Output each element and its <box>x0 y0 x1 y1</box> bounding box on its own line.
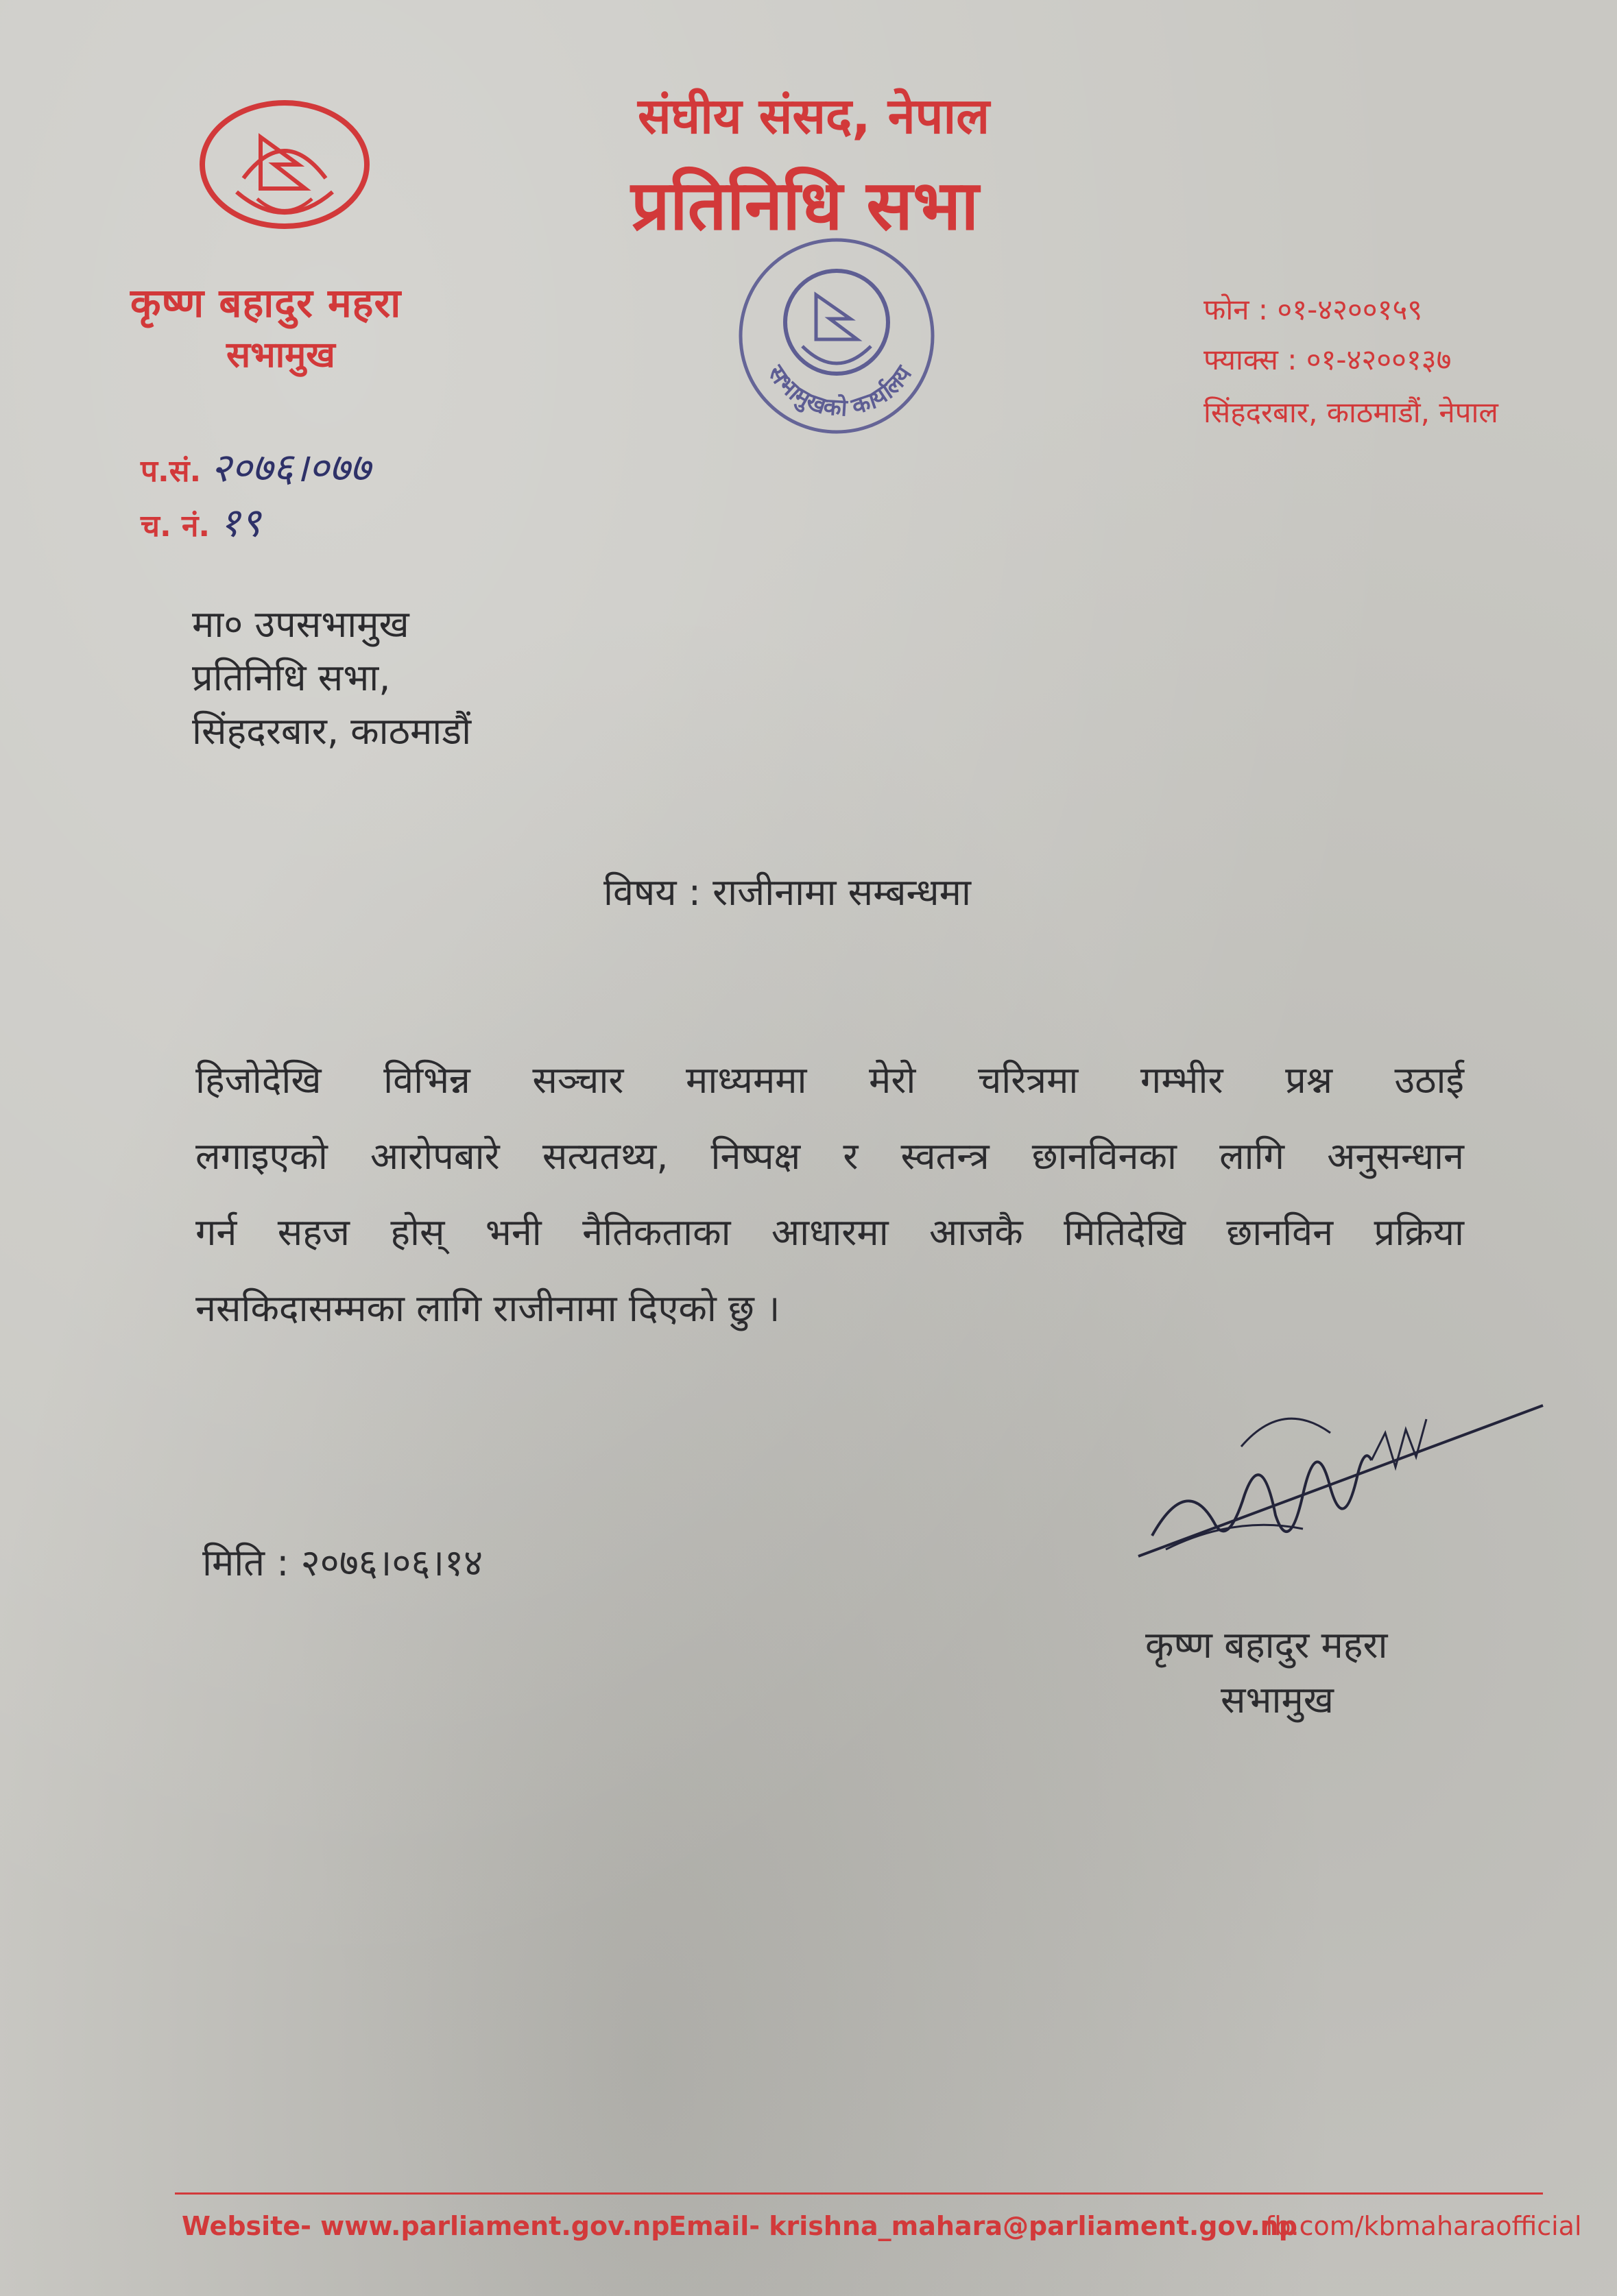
body-line: नसकिदासम्मका लागि राजीनामा दिएको छु । <box>195 1287 780 1330</box>
reference-value: २०७६।०७७ <box>211 444 371 491</box>
speaker-name-header: कृष्ण बहादुर महरा <box>130 280 402 326</box>
svg-text:सभामुखको कार्यालय: सभामुखको कार्यालय <box>762 360 918 422</box>
dispatch-label: च. नं. <box>141 509 211 544</box>
signer-title: सभामुख <box>1221 1678 1334 1721</box>
footer-divider <box>175 2192 1543 2195</box>
office-seal-stamp <box>720 219 953 452</box>
letter-body <box>195 1042 1464 1346</box>
parliament-name: संघीय संसद, नेपाल <box>638 87 990 145</box>
footer-facebook-link[interactable]: fb.com/kbmaharaofficial <box>1265 2211 1582 2241</box>
reference-label: प.सं. <box>141 454 202 489</box>
body-line: लगाइएको आरोपबारे सत्यतथ्य, निष्पक्ष र स्वतन्त्र छानविनका लागि अनुसन्धान <box>195 1135 1464 1178</box>
recipient-line-1: मा० उपसभामुख <box>192 603 409 646</box>
body-line: गर्न सहज होस् भनी नैतिकताका आधारमा आजकै मितिदेखि छानविन प्रक्रिया <box>195 1211 1464 1254</box>
subject-line: विषय : राजीनामा सम्बन्धमा <box>603 871 971 914</box>
speaker-title-header: सभामुख <box>226 335 335 376</box>
signer-name: कृष्ण बहादुर महरा <box>1145 1623 1388 1667</box>
dispatch-number <box>141 494 261 548</box>
reference-number <box>141 439 370 493</box>
recipient-line-3: सिंहदरबार, काठमाडौं <box>192 710 472 753</box>
handwritten-signature <box>1125 1392 1550 1597</box>
phone-number: फोन : ०१-४२००१५९ <box>1203 293 1423 326</box>
recipient-line-2: प्रतिनिधि सभा, <box>192 656 391 699</box>
fax-number: फ्याक्स : ०१-४२००१३७ <box>1203 343 1452 376</box>
office-address: सिंहदरबार, काठमाडौं, नेपाल <box>1203 396 1498 429</box>
dispatch-value: १९ <box>219 499 261 546</box>
footer-website-link[interactable]: Website- www.parliament.gov.np <box>182 2211 670 2241</box>
nepal-emblem-icon <box>195 96 374 233</box>
letter-date: मिति : २०७६।०६।१४ <box>202 1541 483 1584</box>
body-line: हिजोदेखि विभिन्न सञ्चार माध्यममा मेरो चरित्रमा गम्भीर प्रश्न उठाई <box>195 1059 1464 1102</box>
footer-email-link[interactable]: Email- krishna_mahara@parliament.gov.np <box>669 2211 1297 2241</box>
house-name: प्रतिनिधि सभा <box>631 165 979 245</box>
